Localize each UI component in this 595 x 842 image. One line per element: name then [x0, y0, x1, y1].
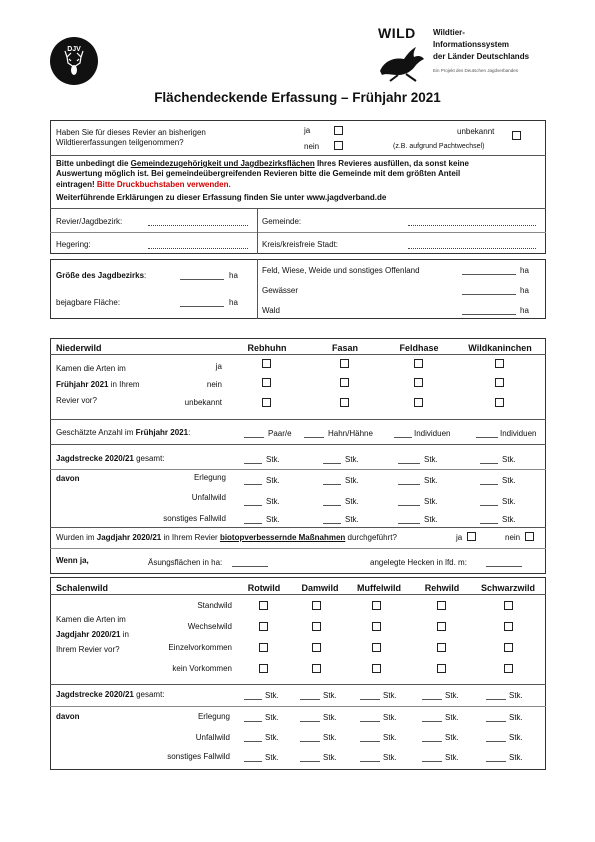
nw-species-rebhuhn: Rebhuhn	[247, 343, 287, 353]
nw-feldhase-nein[interactable]	[414, 378, 423, 387]
nw-unfallwild-stk-rebhuhn: Stk.	[266, 497, 280, 506]
nw-estimate-unit-fasan: Hahn/Hähne	[328, 429, 373, 438]
q1-unbekannt-checkbox[interactable]	[512, 131, 521, 140]
sw-question-line2	[56, 630, 129, 639]
nw-wildkaninchen-ja[interactable]	[495, 359, 504, 368]
q1-question-line1: Haben Sie für dieses Revier an bisherigen	[56, 128, 206, 137]
sw-strecke-field-muffelwild[interactable]	[360, 699, 380, 700]
instr-1c: Ihres Revieres ausfüllen, da sonst keine	[314, 159, 470, 168]
sw-strecke-stk-rotwild: Stk.	[265, 691, 279, 700]
nw-fallwild-field-rebhuhn[interactable]	[244, 523, 262, 524]
bejagbar-unit: ha	[229, 298, 238, 307]
sw-sub-unfallwild: Unfallwild	[195, 733, 230, 742]
wald-label: Wald	[262, 306, 280, 315]
sw-question-line2b: in	[120, 630, 129, 639]
nw-fallwild-field-wildkaninchen[interactable]	[480, 523, 498, 524]
nw-biotop-d: biotopverbessernde Maßnahmen	[219, 533, 346, 542]
hegering-field[interactable]	[148, 248, 248, 249]
q1-ja-label: ja	[304, 126, 311, 135]
nw-strecke-field-wildkaninchen[interactable]	[480, 463, 498, 464]
sw-species-muffelwild: Muffelwild	[357, 583, 401, 593]
sw-unfallwild-field-rotwild[interactable]	[244, 741, 262, 742]
nw-erlegung-stk-fasan: Stk.	[345, 476, 359, 485]
sw-unfallwild-field-rehwild[interactable]	[422, 741, 442, 742]
nw-hecken-field[interactable]	[486, 566, 522, 567]
gewaesser-label: Gewässer	[262, 286, 299, 295]
sw-question-line2a: Jagdjahr 2020/21	[56, 630, 121, 639]
nw-estimate-field-rebhuhn[interactable]	[244, 437, 264, 438]
sw-strecke-field-schwarzwild[interactable]	[486, 699, 506, 700]
nw-sub-erlegung: Erlegung	[193, 473, 226, 482]
instructions-line1	[56, 159, 469, 168]
wald-unit: ha	[520, 306, 529, 315]
nw-strecke-stk-fasan: Stk.	[345, 455, 359, 464]
nw-unfallwild-stk-fasan: Stk.	[345, 497, 359, 506]
kreis-label: Kreis/kreisfreie Stadt:	[262, 240, 339, 249]
sw-erlegung-field-muffelwild[interactable]	[360, 721, 380, 722]
nw-strecke-b: gesamt:	[133, 454, 165, 463]
sw-rehwild-wechselwild[interactable]	[437, 622, 446, 631]
sw-fallwild-field-damwild[interactable]	[300, 761, 320, 762]
nw-fallwild-stk-fasan: Stk.	[345, 515, 359, 524]
hare-icon	[376, 41, 432, 83]
nw-sub-unfallwild: Unfallwild	[191, 493, 226, 502]
sw-species-damwild: Damwild	[301, 583, 339, 593]
nw-question-line2a: Frühjahr 2021	[56, 380, 109, 389]
feld-label: Feld, Wiese, Weide und sonstiges Offenland	[262, 266, 420, 275]
groesse-label-a: Größe des Jagdbezirks	[56, 271, 145, 280]
nw-species-wildkaninchen: Wildkaninchen	[468, 343, 532, 353]
sw-muffelwild-kein-vorkommen[interactable]	[372, 664, 381, 673]
sw-strecke-label	[56, 690, 165, 699]
nw-fallwild-stk-feldhase: Stk.	[424, 515, 438, 524]
sw-rotwild-standwild[interactable]	[259, 601, 268, 610]
sw-unfallwild-field-damwild[interactable]	[300, 741, 320, 742]
groesse-label-b: :	[144, 271, 147, 280]
nw-fallwild-stk-rebhuhn: Stk.	[266, 515, 280, 524]
nw-rebhuhn-ja[interactable]	[262, 359, 271, 368]
sw-fallwild-stk-schwarzwild: Stk.	[509, 753, 523, 762]
sw-rehwild-kein-vorkommen[interactable]	[437, 664, 446, 673]
sw-unfallwild-stk-rotwild: Stk.	[265, 733, 279, 742]
sw-question-line3: Ihrem Revier vor?	[56, 645, 120, 654]
sw-strecke-field-rotwild[interactable]	[244, 699, 262, 700]
nw-question-line2b: in Ihrem	[108, 380, 140, 389]
sw-erlegung-stk-rotwild: Stk.	[265, 713, 279, 722]
revier-label: Revier/Jagdbezirk:	[56, 217, 123, 226]
q1-ja-checkbox[interactable]	[334, 126, 343, 135]
wild-logo-text: WILD	[378, 25, 416, 41]
sw-damwild-wechselwild[interactable]	[312, 622, 321, 631]
nw-strecke-label	[56, 454, 165, 463]
nw-unfallwild-stk-feldhase: Stk.	[424, 497, 438, 506]
sw-option-standwild: Standwild	[197, 601, 232, 610]
q1-unbekannt-label: unbekannt	[457, 127, 495, 136]
nw-biotop-nein-label: nein	[505, 533, 521, 542]
nw-question-line1: Kamen die Arten im	[56, 364, 126, 373]
feld-unit: ha	[520, 266, 529, 275]
kreis-field[interactable]	[408, 248, 536, 249]
sw-erlegung-stk-damwild: Stk.	[323, 713, 337, 722]
feld-field[interactable]	[462, 274, 516, 275]
page-title: Flächendeckende Erfassung – Frühjahr 2021	[154, 90, 441, 105]
sw-damwild-standwild[interactable]	[312, 601, 321, 610]
sw-fallwild-stk-rotwild: Stk.	[265, 753, 279, 762]
nw-estimate-field-feldhase[interactable]	[394, 437, 412, 438]
sw-erlegung-field-schwarzwild[interactable]	[486, 721, 506, 722]
bejagbar-field[interactable]	[180, 306, 224, 307]
sw-muffelwild-wechselwild[interactable]	[372, 622, 381, 631]
nw-unfallwild-field-wildkaninchen[interactable]	[480, 505, 498, 506]
nw-strecke-field-feldhase[interactable]	[398, 463, 420, 464]
nw-estimate-c: :	[188, 428, 191, 437]
sw-unfallwild-stk-muffelwild: Stk.	[383, 733, 397, 742]
sw-option-kein-vorkommen: kein Vorkommen	[172, 664, 232, 673]
nw-fallwild-stk-wildkaninchen: Stk.	[502, 515, 516, 524]
gemeinde-label: Gemeinde:	[262, 217, 302, 226]
djv-logo	[50, 37, 98, 85]
nw-biotop-c: in Ihrem Revier	[161, 533, 220, 542]
nw-davon-label: davon	[56, 474, 80, 483]
sw-schwarzwild-wechselwild[interactable]	[504, 622, 513, 631]
nw-question-line2	[56, 380, 140, 389]
groesse-field[interactable]	[180, 279, 224, 280]
nw-hecken-label: angelegte Hecken in lfd. m:	[370, 558, 467, 567]
sw-schwarzwild-standwild[interactable]	[504, 601, 513, 610]
nw-option-nein: nein	[206, 380, 222, 389]
instr-1a: Bitte unbedingt die	[56, 159, 131, 168]
sw-species-rotwild: Rotwild	[247, 583, 281, 593]
sw-unfallwild-stk-schwarzwild: Stk.	[509, 733, 523, 742]
revier-field[interactable]	[148, 225, 248, 226]
q1-question-line2: Wildtiererfassungen teilgenommen?	[56, 138, 184, 147]
nw-unfallwild-field-feldhase[interactable]	[398, 505, 420, 506]
sw-strecke-field-damwild[interactable]	[300, 699, 320, 700]
nw-biotop-ja-checkbox[interactable]	[467, 532, 476, 541]
deer-antler-icon	[50, 37, 98, 85]
sw-strecke-stk-schwarzwild: Stk.	[509, 691, 523, 700]
groesse-unit: ha	[229, 271, 238, 280]
gewaesser-field[interactable]	[462, 294, 516, 295]
nw-rebhuhn-unbekannt[interactable]	[262, 398, 271, 407]
nw-erlegung-field-rebhuhn[interactable]	[244, 484, 262, 485]
nw-option-unbekannt: unbekannt	[184, 398, 222, 407]
nw-estimate-b: Frühjahr 2021	[135, 428, 189, 437]
wild-logo	[376, 25, 556, 85]
sw-schwarzwild-einzelvorkommen[interactable]	[504, 643, 513, 652]
wald-field[interactable]	[462, 314, 516, 315]
hegering-label: Hegering:	[56, 240, 91, 249]
nw-strecke-a: Jagdstrecke 2020/21	[56, 454, 134, 463]
nw-estimate-field-wildkaninchen[interactable]	[476, 437, 498, 438]
nw-unfallwild-field-fasan[interactable]	[323, 505, 341, 506]
sw-fallwild-stk-damwild: Stk.	[323, 753, 337, 762]
nw-biotop-a: Wurden im	[56, 533, 97, 542]
sw-option-einzelvorkommen: Einzelvorkommen	[168, 643, 232, 652]
nw-wildkaninchen-unbekannt[interactable]	[495, 398, 504, 407]
sw-question-line1: Kamen die Arten im	[56, 615, 126, 624]
nw-erlegung-stk-wildkaninchen: Stk.	[502, 476, 516, 485]
nw-aesung-label: Äsungsflächen in ha:	[148, 558, 223, 567]
sw-sub-erlegung: Erlegung	[197, 712, 230, 721]
instructions-line2: Auswertung möglich ist. Bei gemeindeübergreifenden Revieren bitte die Gemeinde mit dem größten Anteil	[56, 169, 461, 178]
niederwild-title: Niederwild	[56, 343, 102, 353]
nw-estimate-unit-feldhase: Individuen	[414, 429, 451, 438]
schalenwild-title: Schalenwild	[56, 583, 109, 593]
groesse-label	[56, 271, 146, 280]
nw-unfallwild-stk-wildkaninchen: Stk.	[502, 497, 516, 506]
wild-line-2: Informationssystem	[433, 40, 510, 49]
sw-schwarzwild-kein-vorkommen[interactable]	[504, 664, 513, 673]
sw-fallwild-field-muffelwild[interactable]	[360, 761, 380, 762]
sw-fallwild-field-rotwild[interactable]	[244, 761, 262, 762]
sw-fallwild-field-schwarzwild[interactable]	[486, 761, 506, 762]
nw-rebhuhn-nein[interactable]	[262, 378, 271, 387]
nw-estimate-a: Geschätzte Anzahl im	[56, 428, 136, 437]
instr-3a: eintragen!	[56, 180, 97, 189]
sw-rotwild-einzelvorkommen[interactable]	[259, 643, 268, 652]
sw-strecke-stk-damwild: Stk.	[323, 691, 337, 700]
nw-fasan-unbekannt[interactable]	[340, 398, 349, 407]
nw-aesung-field[interactable]	[232, 566, 268, 567]
sw-erlegung-stk-rehwild: Stk.	[445, 713, 459, 722]
nw-erlegung-stk-rebhuhn: Stk.	[266, 476, 280, 485]
djv-logo-text: DJV	[67, 46, 81, 53]
instr-3b: Bitte Druckbuchstaben verwenden.	[96, 180, 231, 189]
nw-erlegung-stk-feldhase: Stk.	[424, 476, 438, 485]
sw-fallwild-field-rehwild[interactable]	[422, 761, 442, 762]
sw-rotwild-wechselwild[interactable]	[259, 622, 268, 631]
sw-erlegung-stk-schwarzwild: Stk.	[509, 713, 523, 722]
nw-biotop-ja-label: ja	[456, 533, 463, 542]
instr-1b: Gemeindezugehörigkeit und Jagdbezirksflächen	[130, 159, 315, 168]
nw-biotop-e: durchgeführt?	[345, 533, 397, 542]
sw-erlegung-stk-muffelwild: Stk.	[383, 713, 397, 722]
sw-erlegung-field-damwild[interactable]	[300, 721, 320, 722]
wild-line-1: Wildtier-	[433, 28, 465, 37]
sw-unfallwild-stk-rehwild: Stk.	[445, 733, 459, 742]
sw-strecke-a: Jagdstrecke 2020/21	[56, 690, 134, 699]
nw-option-ja: ja	[215, 362, 222, 371]
nw-erlegung-field-fasan[interactable]	[323, 484, 341, 485]
q1-nein-checkbox[interactable]	[334, 141, 343, 150]
nw-feldhase-ja[interactable]	[414, 359, 423, 368]
sw-species-rehwild: Rehwild	[424, 583, 460, 593]
nw-unfallwild-field-rebhuhn[interactable]	[244, 505, 262, 506]
sw-damwild-einzelvorkommen[interactable]	[312, 643, 321, 652]
nw-strecke-field-rebhuhn[interactable]	[244, 463, 262, 464]
nw-biotop-nein-checkbox[interactable]	[525, 532, 534, 541]
instructions-line3	[56, 180, 231, 189]
nw-strecke-stk-wildkaninchen: Stk.	[502, 455, 516, 464]
sw-erlegung-field-rotwild[interactable]	[244, 721, 262, 722]
sw-species-schwarzwild: Schwarzwild	[480, 583, 535, 593]
nw-strecke-stk-feldhase: Stk.	[424, 455, 438, 464]
nw-fallwild-field-feldhase[interactable]	[398, 523, 420, 524]
sw-fallwild-stk-rehwild: Stk.	[445, 753, 459, 762]
sw-davon-label: davon	[56, 712, 80, 721]
sw-unfallwild-field-muffelwild[interactable]	[360, 741, 380, 742]
sw-damwild-kein-vorkommen[interactable]	[312, 664, 321, 673]
nw-species-fasan: Fasan	[331, 343, 358, 353]
sw-muffelwild-standwild[interactable]	[372, 601, 381, 610]
sw-strecke-b: gesamt:	[133, 690, 165, 699]
nw-biotop-question	[56, 533, 397, 542]
nw-biotop-b: Jagdjahr 2020/21	[96, 533, 162, 542]
instructions-line4: Weiterführende Erklärungen zu dieser Erfassung finden Sie unter www.jagdverband.de	[56, 193, 387, 202]
sw-unfallwild-stk-damwild: Stk.	[323, 733, 337, 742]
nw-strecke-field-fasan[interactable]	[323, 463, 341, 464]
nw-sub-fallwild: sonstiges Fallwild	[163, 514, 226, 523]
sw-erlegung-field-rehwild[interactable]	[422, 721, 442, 722]
gemeinde-field[interactable]	[408, 225, 536, 226]
nw-fasan-nein[interactable]	[340, 378, 349, 387]
nw-estimate-label	[56, 428, 190, 437]
nw-feldhase-unbekannt[interactable]	[414, 398, 423, 407]
nw-question-line3: Revier vor?	[56, 396, 97, 405]
sw-strecke-stk-rehwild: Stk.	[445, 691, 459, 700]
gewaesser-unit: ha	[520, 286, 529, 295]
nw-estimate-unit-rebhuhn: Paar/e	[268, 429, 292, 438]
sw-strecke-stk-muffelwild: Stk.	[383, 691, 397, 700]
q1-nein-label: nein	[304, 142, 320, 151]
sw-rotwild-kein-vorkommen[interactable]	[259, 664, 268, 673]
nw-fasan-ja[interactable]	[340, 359, 349, 368]
bejagbar-label: bejagbare Fläche:	[56, 298, 121, 307]
sw-strecke-field-rehwild[interactable]	[422, 699, 442, 700]
sw-muffelwild-einzelvorkommen[interactable]	[372, 643, 381, 652]
wild-line-3: der Länder Deutschlands	[433, 52, 530, 61]
wild-subline: Ein Projekt des Deutschen Jagdverbandes	[433, 68, 519, 73]
sw-rehwild-einzelvorkommen[interactable]	[437, 643, 446, 652]
sw-unfallwild-field-schwarzwild[interactable]	[486, 741, 506, 742]
nw-species-feldhase: Feldhase	[399, 343, 439, 353]
sw-rehwild-standwild[interactable]	[437, 601, 446, 610]
sw-sub-fallwild: sonstiges Fallwild	[167, 752, 230, 761]
nw-erlegung-field-feldhase[interactable]	[398, 484, 420, 485]
nw-estimate-field-fasan[interactable]	[304, 437, 324, 438]
q1-unbekannt-note: (z.B. aufgrund Pachtwechsel)	[393, 143, 485, 150]
nw-strecke-stk-rebhuhn: Stk.	[266, 455, 280, 464]
nw-wenn-ja: Wenn ja,	[56, 556, 89, 565]
sw-fallwild-stk-muffelwild: Stk.	[383, 753, 397, 762]
nw-wildkaninchen-nein[interactable]	[495, 378, 504, 387]
nw-estimate-unit-wildkaninchen: Individuen	[500, 429, 537, 438]
sw-option-wechselwild: Wechselwild	[187, 622, 232, 631]
nw-fallwild-field-fasan[interactable]	[323, 523, 341, 524]
schalenwild-section	[50, 577, 546, 770]
nw-erlegung-field-wildkaninchen[interactable]	[480, 484, 498, 485]
